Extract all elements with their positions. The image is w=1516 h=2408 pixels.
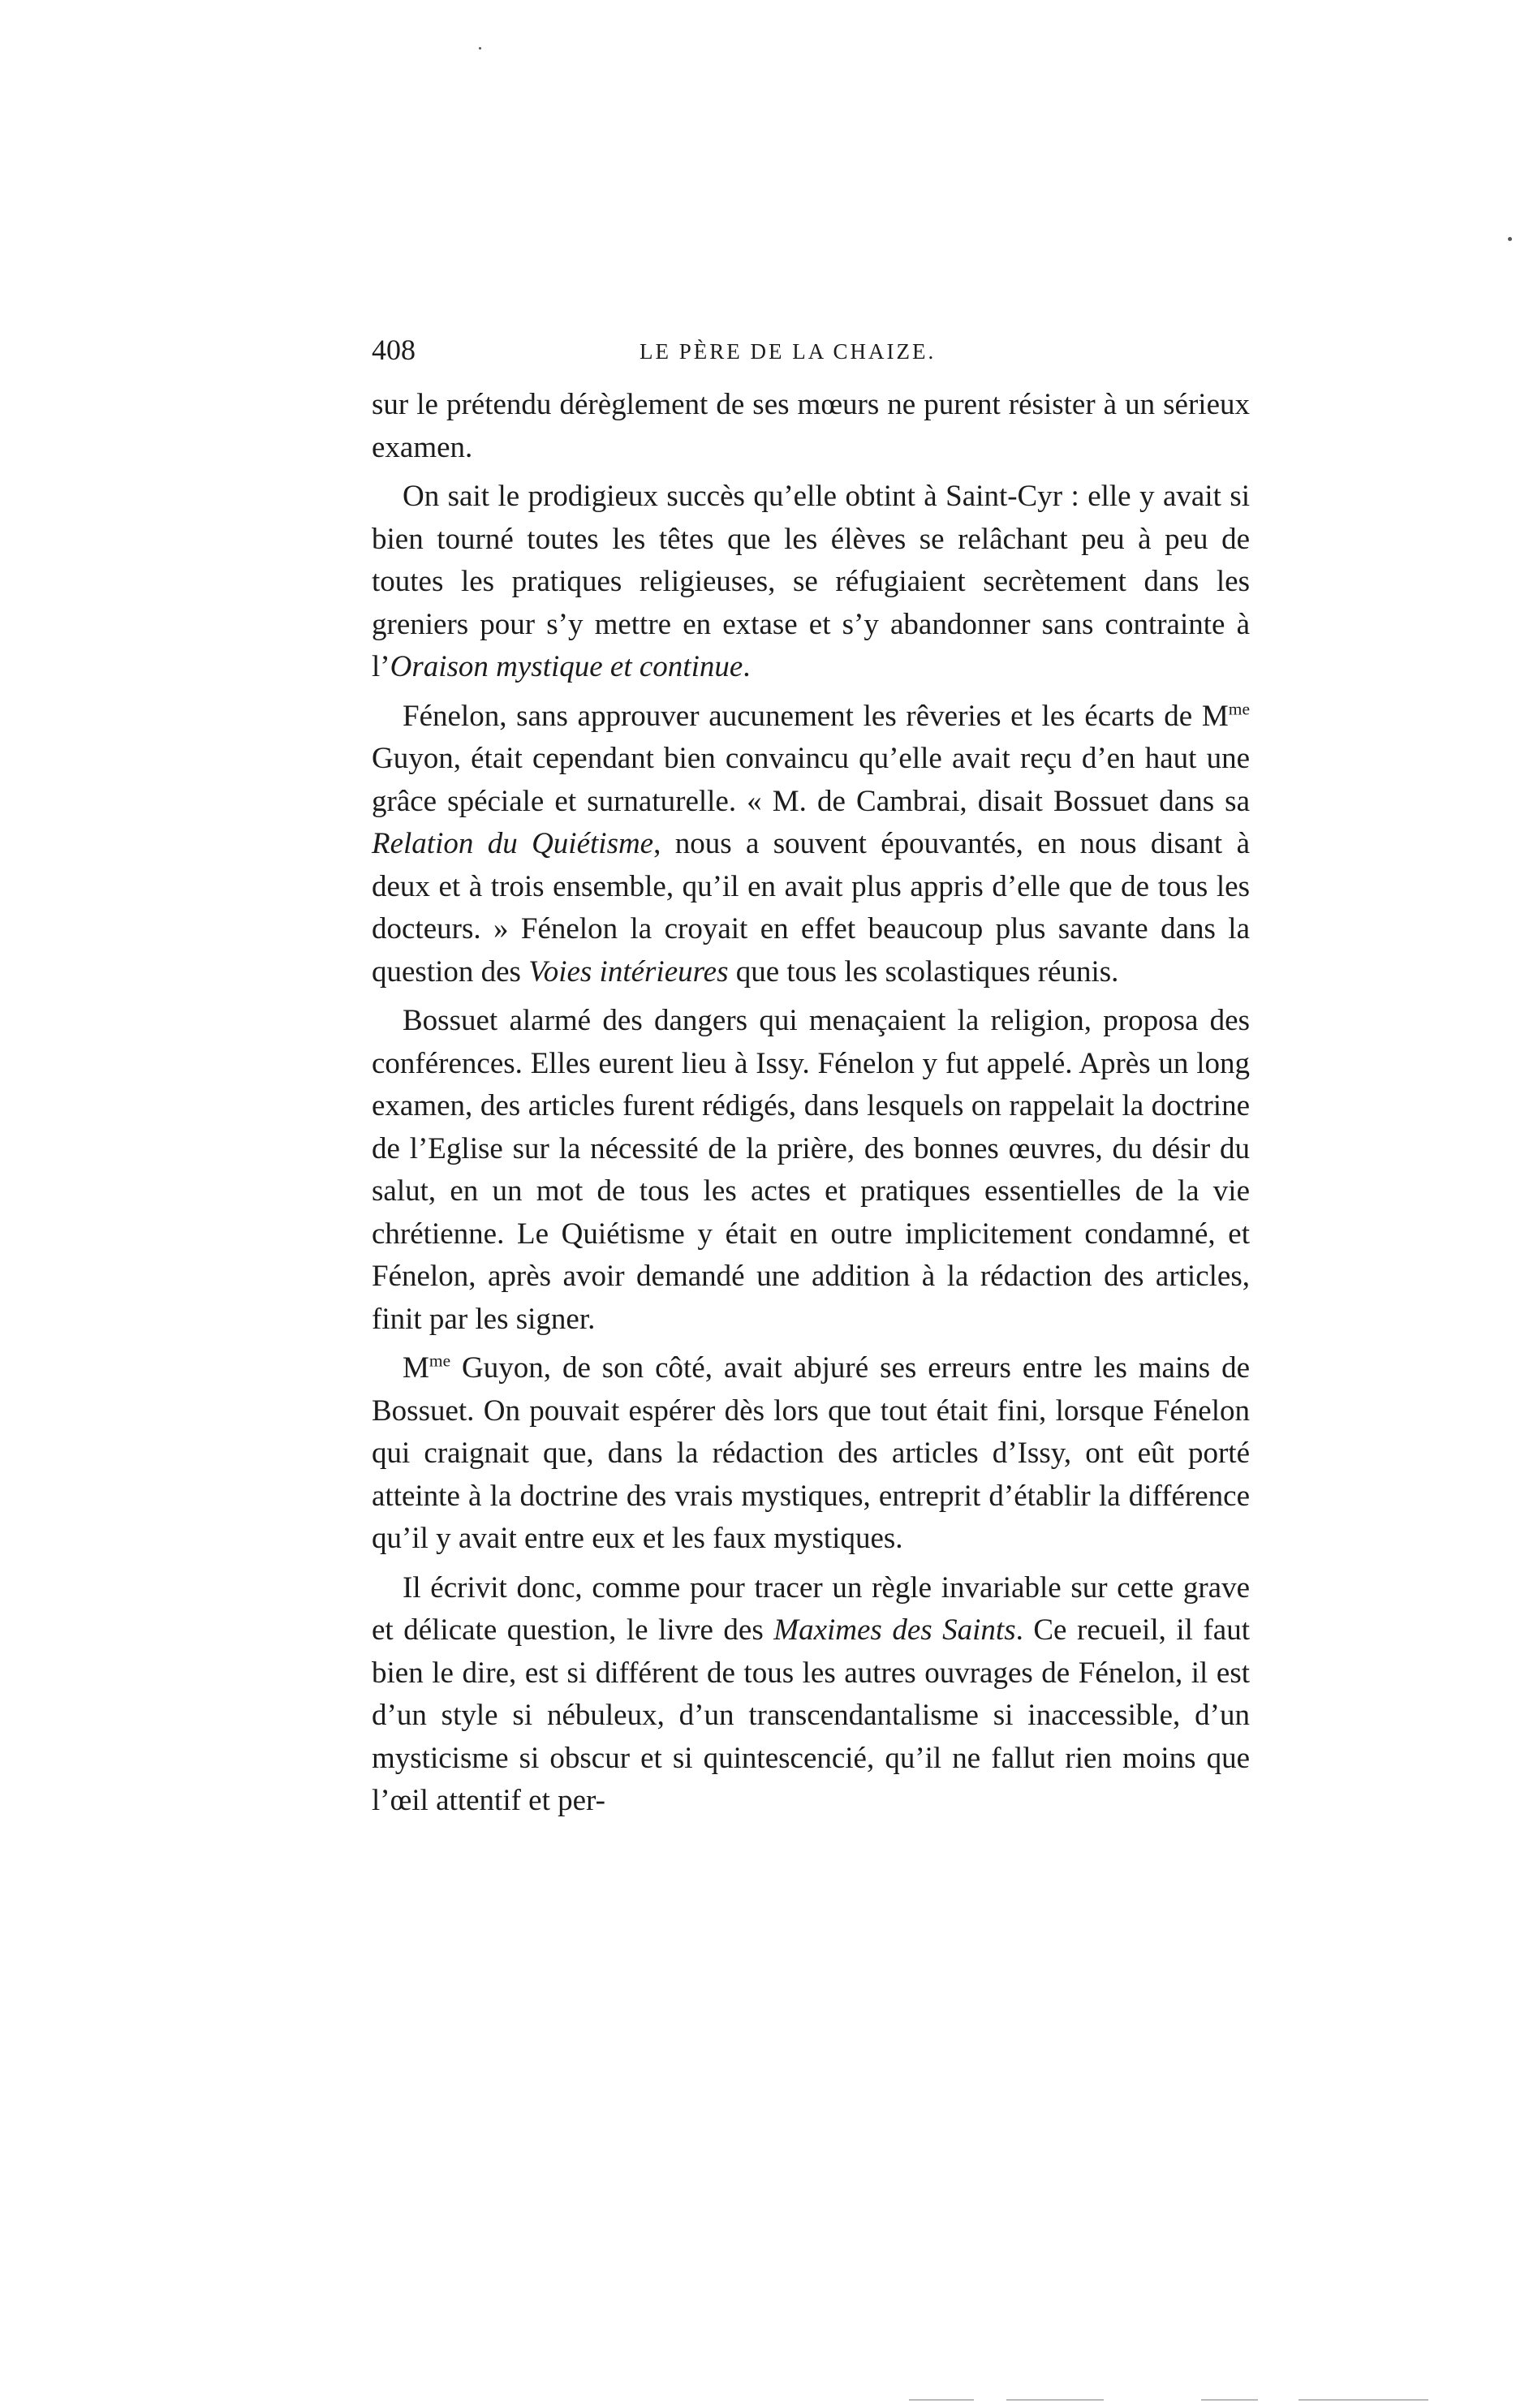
italic-title: Oraison mystique et continue bbox=[390, 650, 743, 683]
paragraph: Bossuet alarmé des dangers qui menaçaient la religion, proposa des conférences. Elles eurent lieu à Issy. Fénelon y fut appelé. Après un long examen, des articles furent rédigés, dans lesquels on rappelait la doctrine de l’Eglise sur la nécessité de la prière, des bonnes œuvres, du désir du salut, en un mot de tous les actes et pratiques essentielles de la vie chrétienne. Le Quiétisme y était en outre implicitement condamné, et Fénelon, après avoir demandé une addition à la rédaction des articles, finit par les signer. bbox=[372, 1004, 1250, 1336]
paragraph: On sait le prodigieux succès qu’elle obtint à Saint-Cyr : elle y avait si bien tourné toutes les têtes que les élèves se relâchant peu à peu de toutes les pratiques religieuses, se réfugiaient secrètement dans les greniers pour s’y mettre en extase et s’y abandonner sans contrainte à l’Oraison mystique et continue. bbox=[372, 480, 1250, 683]
scan-edge-line bbox=[1299, 2399, 1428, 2401]
italic-title: Voies intérieures bbox=[528, 954, 729, 989]
page-number: 408 bbox=[372, 334, 416, 366]
italic-title: Maximes des Saints bbox=[773, 1613, 1016, 1647]
italic-title: Relation du Quiétisme bbox=[372, 827, 654, 860]
scan-edge-line bbox=[1201, 2399, 1258, 2401]
body-text bbox=[372, 384, 1250, 1823]
paragraph: sur le prétendu dérèglement de ses mœurs ne purent résister à un sérieux examen. bbox=[372, 388, 1250, 464]
paragraph: Il écrivit donc, comme pour tracer un règle invariable sur cette grave et délicate question, le livre des Maximes des Saints. Ce recueil, il faut bien le dire, est si différent de tous les autres ouvrages de Fénelon, il est d’un style si nébuleux, d’un transcendantalisme si inaccessible, d’un mysticisme si obscur et si quintescencié, qu’il ne fallut rien moins que l’œil attentif et per- bbox=[372, 1570, 1250, 1817]
scan-speck bbox=[479, 47, 481, 50]
paragraph: Fénelon, sans approuver aucunement les rêveries et les écarts de $M^{me}$ Guyon, était cependant bien convaincu qu’elle avait reçu d’en haut une grâce spéciale et surnaturelle. « M. de Cambrai, disait Bossuet dans sa Relation du Quiétisme, nous a souvent épouvantés, en nous disant à deux et à trois ensemble, qu’il en avait plus appris d’elle que de tous les docteurs. » Fénelon la croyait en effet beaucoup plus savante dans la question des Voies intérieures que tous les scolastiques réunis. bbox=[372, 699, 1250, 989]
scan-edge-line bbox=[909, 2399, 974, 2401]
superscript: me bbox=[429, 1350, 451, 1371]
superscript: me bbox=[1228, 699, 1250, 719]
scan-edge-line bbox=[1006, 2399, 1104, 2401]
paragraph: $M^{me}$ Guyon, de son côté, avait abjuré ses erreurs entre les mains de Bossuet. On pouvait espérer dès lors que tout était fini, lorsque Fénelon qui craignait que, dans la rédaction des articles d’Issy, ont eût porté atteinte à la doctrine des vrais mystiques, entreprit d’établir la différence qu’il y avait entre eux et les faux mystiques. bbox=[372, 1350, 1250, 1555]
scan-speck bbox=[1508, 237, 1512, 241]
running-title: LE PÈRE DE LA CHAIZE. bbox=[640, 339, 937, 364]
page-header bbox=[372, 333, 1250, 373]
